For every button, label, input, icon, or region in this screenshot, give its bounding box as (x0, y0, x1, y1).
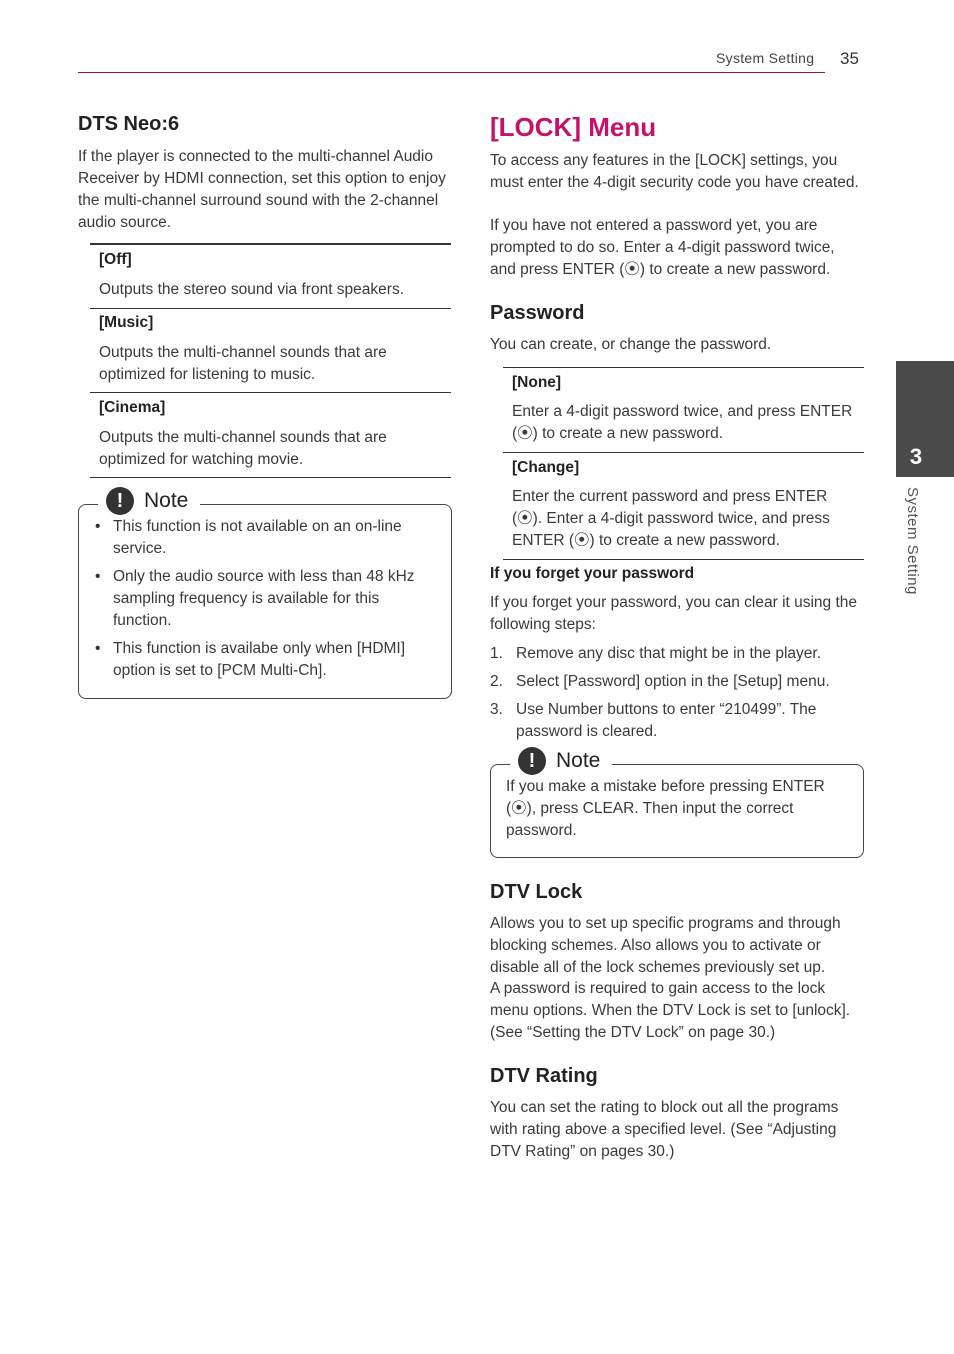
list-item: • Only the audio source with less than 48 kHz sampling frequency is available for this function. (89, 566, 434, 632)
list-item (490, 699, 862, 743)
dtv-rating-text: You can set the rating to block out all the programs with rating above a specified level. (See “Adjusting DTV Rating” on pages 30.) (490, 1099, 839, 1160)
exclamation-icon: ! (106, 487, 134, 515)
note-text: If you make a mistake before pressing ENTER (⦿), press CLEAR. Then input the correct password. (506, 778, 825, 839)
header-rule (78, 72, 825, 73)
running-header-section: System Setting (716, 50, 815, 66)
list-item: • This function is availabe only when [HDMI] option is set to [PCM Multi-Ch]. (89, 638, 434, 682)
list-item (490, 643, 862, 665)
step-text: Remove any disc that might be in the player. (516, 645, 821, 662)
option-label: [Music] (99, 314, 154, 331)
option-label: [Change] (512, 459, 580, 476)
option-desc: Outputs the multi-channel sounds that are optimized for listening to music. (99, 344, 387, 383)
step-number: 2. (490, 673, 503, 690)
table-rule (503, 367, 864, 368)
note-header (510, 747, 612, 775)
chapter-number: 3 (909, 444, 923, 469)
exclamation-icon: ! (518, 747, 546, 775)
page-number: 35 (840, 49, 859, 68)
dtv-lock-heading: DTV Lock (490, 881, 583, 903)
table-rule (503, 559, 864, 560)
lock-intro: To access any features in the [LOCK] settings, you must enter the 4-digit security code you have created. (490, 152, 859, 191)
step-number: 3. (490, 701, 503, 718)
option-desc: Outputs the multi-channel sounds that are optimized for watching movie. (99, 429, 387, 468)
password-intro: You can create, or change the password. (490, 336, 772, 353)
dtv-lock-text-1: Allows you to set up specific programs and through blocking schemes. Also allows you to activate or disable all of the lock schemes previously set up. (490, 915, 841, 976)
list-item: • This function is not available on an on-line service. (89, 516, 434, 560)
table-rule (90, 392, 451, 393)
forget-intro: If you forget your password, you can clear it using the following steps: (490, 594, 858, 633)
table-rule (90, 308, 451, 309)
option-label: [Off] (99, 251, 132, 268)
lock-menu-title: [LOCK] Menu (490, 112, 657, 142)
option-desc: Enter the current password and press ENTER (⦿). Enter a 4-digit password twice, and press ENTER (⦿) to create a new password. (512, 488, 830, 549)
option-desc: Enter a 4-digit password twice, and press ENTER (⦿) to create a new password. (512, 403, 853, 442)
steps-list (490, 643, 862, 749)
dts-neo6-intro: If the player is connected to the multi-channel Audio Receiver by HDMI connection, set this option to enjoy the multi-channel surround sound with the 2-channel audio source. (78, 148, 446, 231)
table-rule (503, 452, 864, 453)
note-title: Note (556, 749, 601, 772)
table-rule (90, 477, 451, 478)
option-desc: Outputs the stereo sound via front speakers. (99, 281, 405, 298)
forget-password-heading: If you forget your password (490, 565, 695, 582)
step-number: 1. (490, 645, 503, 662)
dtv-rating-heading: DTV Rating (490, 1065, 598, 1087)
note-header (98, 487, 200, 515)
chapter-label: System Setting (904, 487, 921, 595)
option-label: [Cinema] (99, 399, 166, 416)
lock-intro-2: If you have not entered a password yet, you are prompted to do so. Enter a 4-digit password twice, and press ENTER (⦿) to create a new password. (490, 217, 835, 278)
list-item (490, 671, 862, 693)
dtv-lock-text-2: A password is required to gain access to the lock menu options. When the DTV Lock is set to [unlock]. (See “Setting the DTV Lock” on page 30.) (490, 980, 851, 1041)
table-rule (90, 243, 451, 245)
step-text: Select [Password] option in the [Setup] menu. (516, 673, 830, 690)
note-title: Note (144, 489, 189, 512)
step-text: Use Number buttons to enter “210499”. The password is cleared. (516, 701, 817, 740)
dts-neo6-heading: DTS Neo:6 (78, 113, 180, 135)
note-list (89, 516, 434, 688)
password-heading: Password (490, 302, 585, 324)
option-label: [None] (512, 374, 562, 391)
